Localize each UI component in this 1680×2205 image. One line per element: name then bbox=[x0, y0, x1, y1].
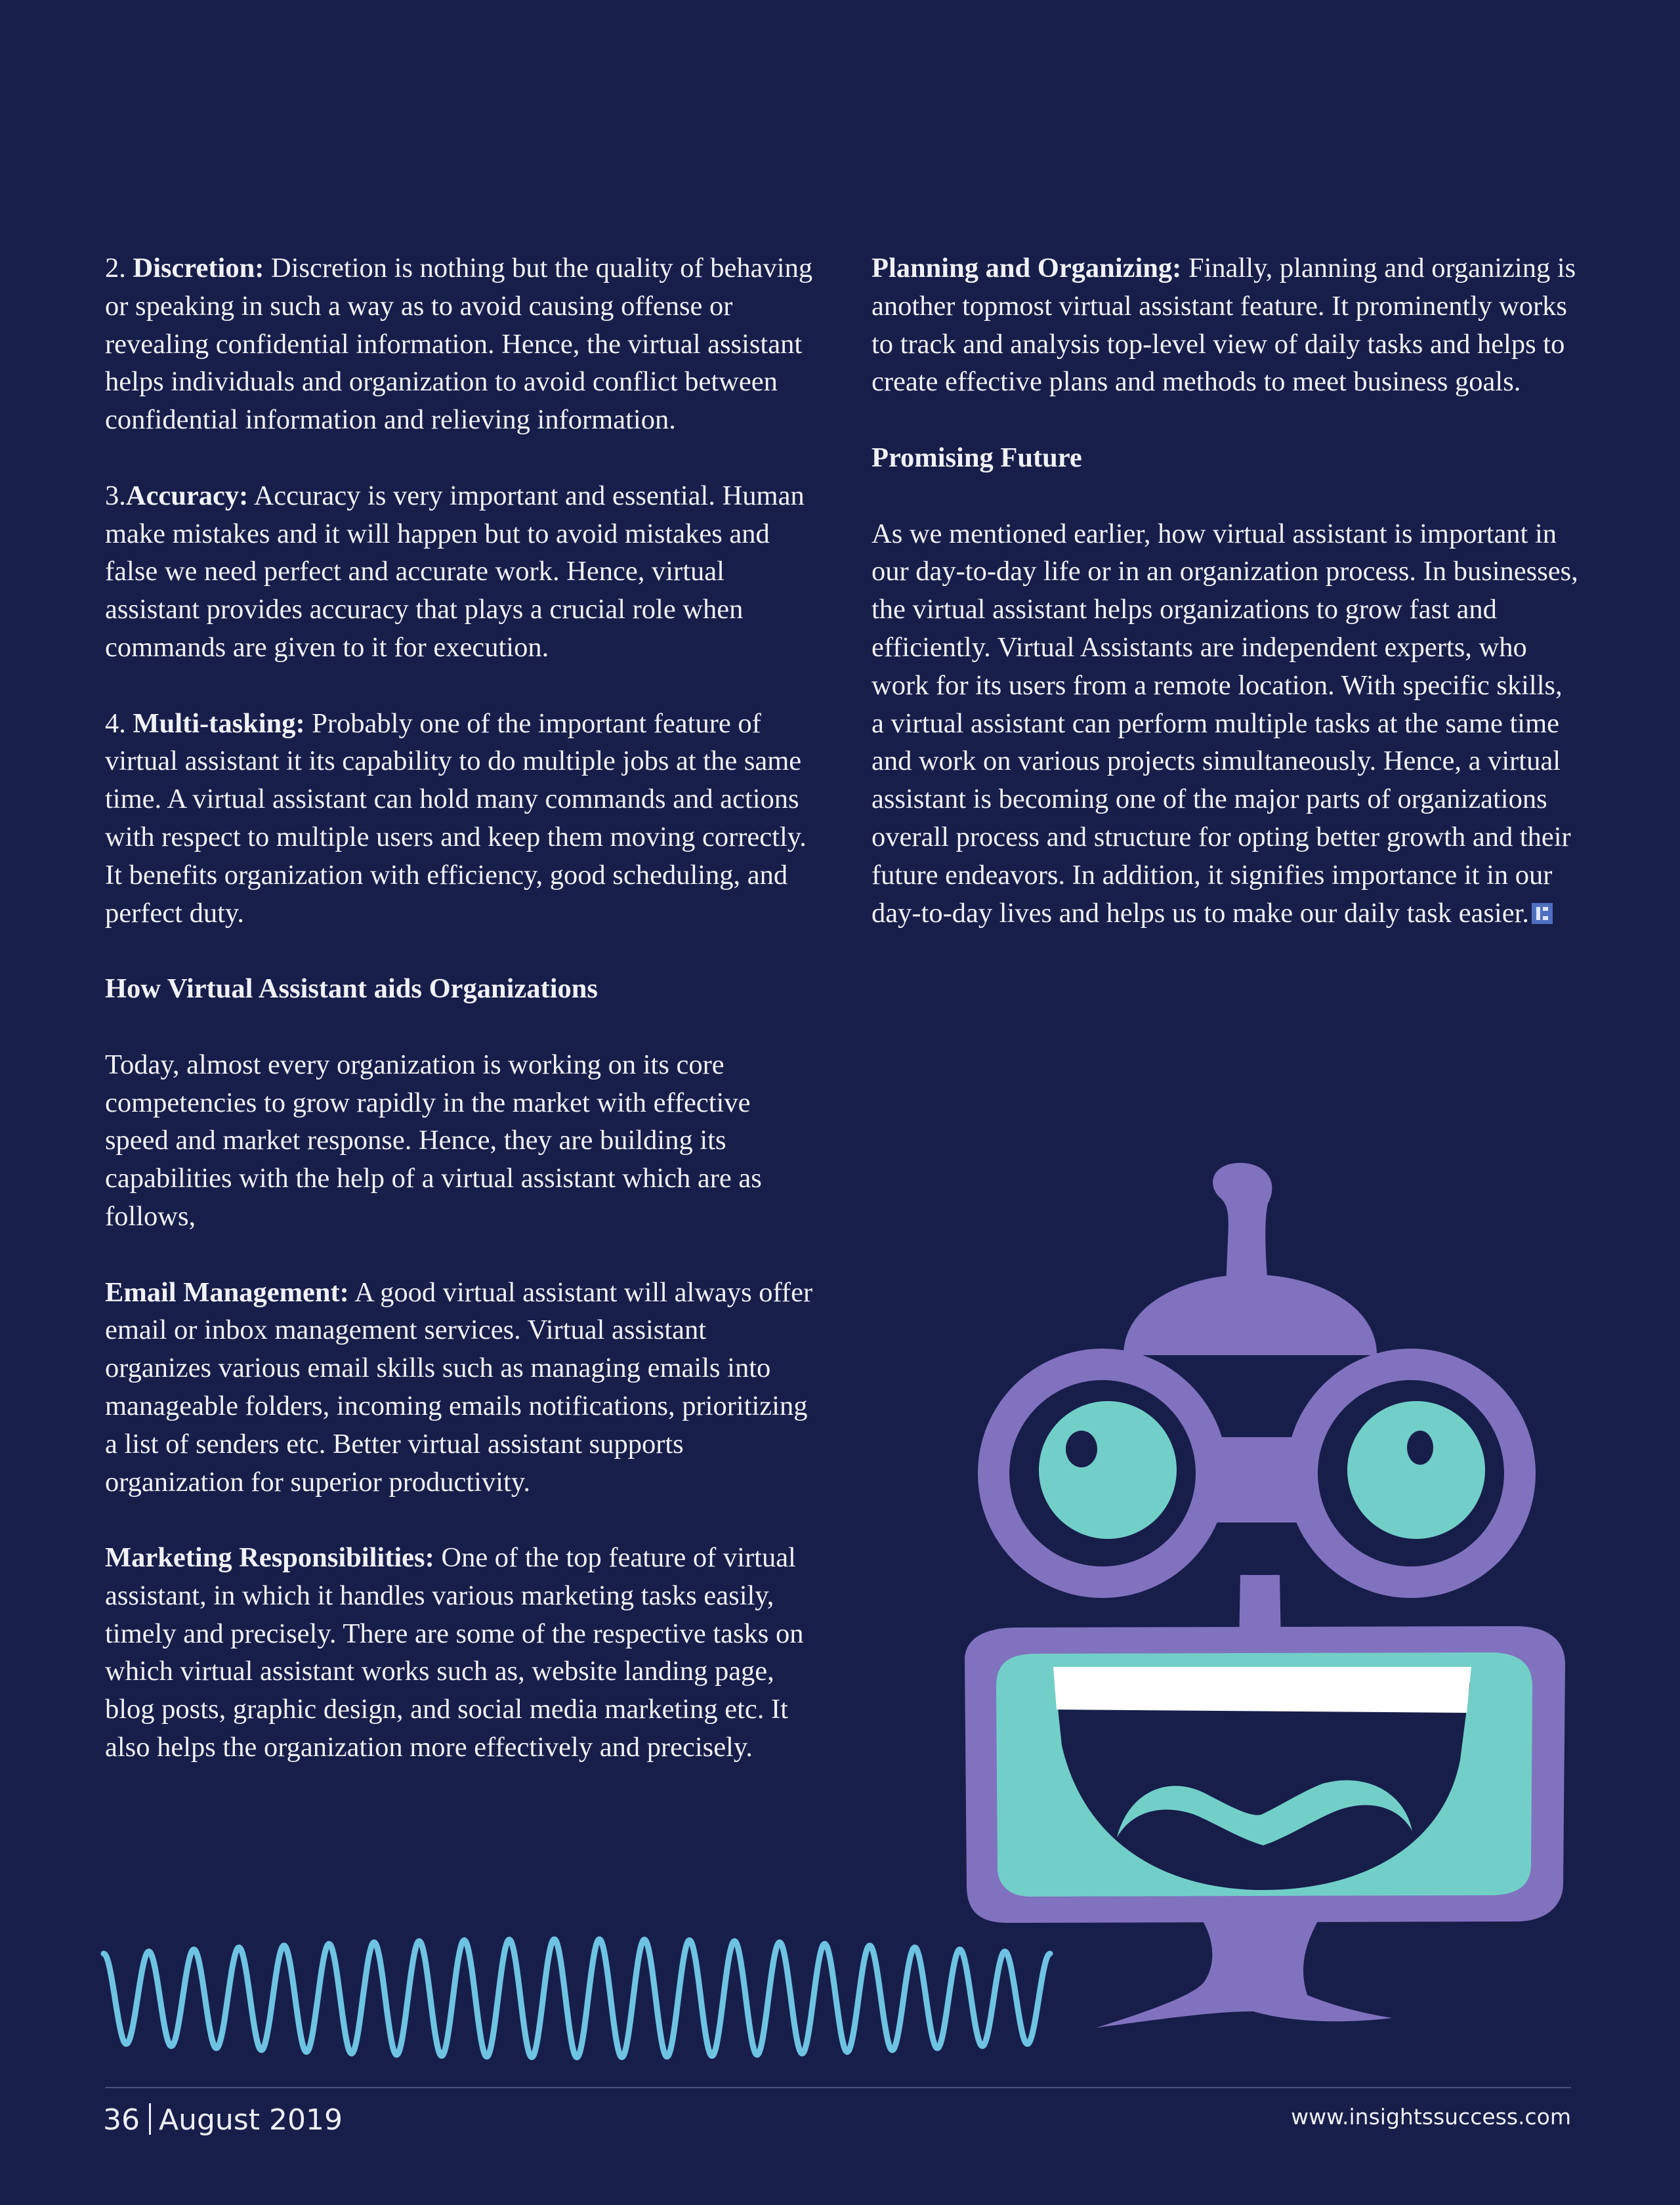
future-paragraph: As we mentioned earlier, how virtual assistant is important in our day-to-day life or in an organization process. In businesses, the virtual assistant helps organizations to grow fast and efficiently. Virtual Assistants are independent experts, who work for its users from a remote location. With specific skills, a virtual assistant can perform multiple tasks at the same time and work on various projects simultaneously. Hence, a virtual assistant is becoming one of the major parts of organizations overall process and structure for opting better growth and their future endeavors. In addition, it signifies importance it in our day-to-day lives and helps us to make our daily task easier. bbox=[872, 518, 1578, 929]
footer-website: www.insightssuccess.com bbox=[1291, 2104, 1571, 2130]
accuracy-paragraph: 3.Accuracy: Accuracy is very important and essential. Human make mistakes and it will happen but to avoid mistakes and false we need perfect and accurate work. Hence, virtual assistant provides accuracy that plays a crucial role when commands are given to it for execution. bbox=[105, 480, 805, 663]
discretion-title: Discretion: bbox=[133, 253, 264, 284]
marketing-title: Marketing Responsibilities: bbox=[105, 1542, 434, 1574]
marketing-paragraph: Marketing Responsibilities: One of the top feature of virtual assistant, in which it handles various marketing tasks easily, timely and precisely. There are some of the respective tasks on which virtual assistant works such as, website landing page, blog posts, graphic design, and social media marketing etc. It also helps the organization more effectively and precisely. bbox=[105, 1542, 804, 1763]
planning-title: Planning and Organizing: bbox=[872, 253, 1182, 284]
footer-page-info bbox=[103, 2103, 343, 2137]
end-of-article-icon bbox=[1532, 903, 1553, 924]
email-paragraph: Email Management: A good virtual assistant will always offer email or inbox management services. Virtual assistant organizes various email skills such as managing emails into manageable folders, incoming emails notifications, prioritizing a list of senders etc. Better virtual assistant supports organization for superior productivity. bbox=[105, 1276, 813, 1498]
footer-divider bbox=[105, 2087, 1571, 2088]
right-column bbox=[872, 249, 1580, 932]
discretion-paragraph: 2. Discretion: Discretion is nothing but the quality of behaving or speaking in such a way as to avoid causing offense or revealing confidential information. Hence, the virtual assistant helps individuals and organization to avoid conflict between confidential information and relieving information. bbox=[105, 253, 813, 436]
email-title: Email Management: bbox=[105, 1276, 349, 1308]
sound-wave-icon bbox=[98, 1923, 1057, 2074]
aids-paragraph: Today, almost every organization is working on its core competencies to grow rapidly in the market with effective speed and market response. Hence, they are building its capabilities with the help of a virtual assistant which are as follows, bbox=[105, 1049, 762, 1232]
page-number: 36 bbox=[103, 2103, 140, 2137]
robot-illustration bbox=[945, 1129, 1575, 2061]
section-heading-future: Promising Future bbox=[872, 442, 1082, 473]
section-heading-aids: How Virtual Assistant aids Organizations bbox=[105, 973, 598, 1005]
accuracy-title: Accuracy: bbox=[125, 480, 249, 511]
multitasking-title: Multi-tasking: bbox=[133, 707, 305, 739]
planning-paragraph: Planning and Organizing: Finally, planning and organizing is another topmost virtual assistant feature. It prominently works to track and analysis top-level view of daily tasks and helps to create effective plans and methods to meet business goals. bbox=[872, 253, 1576, 398]
left-column bbox=[105, 249, 814, 1767]
multitasking-paragraph: 4. Multi-tasking: Probably one of the important feature of virtual assistant it its capability to do multiple jobs at the same time. A virtual assistant can hold many commands and actions with respect to multiple users and keep them moving correctly. It benefits organization with efficiency, good scheduling, and perfect duty. bbox=[105, 707, 807, 929]
issue-date: August 2019 bbox=[159, 2103, 343, 2137]
footer-separator bbox=[149, 2103, 151, 2135]
